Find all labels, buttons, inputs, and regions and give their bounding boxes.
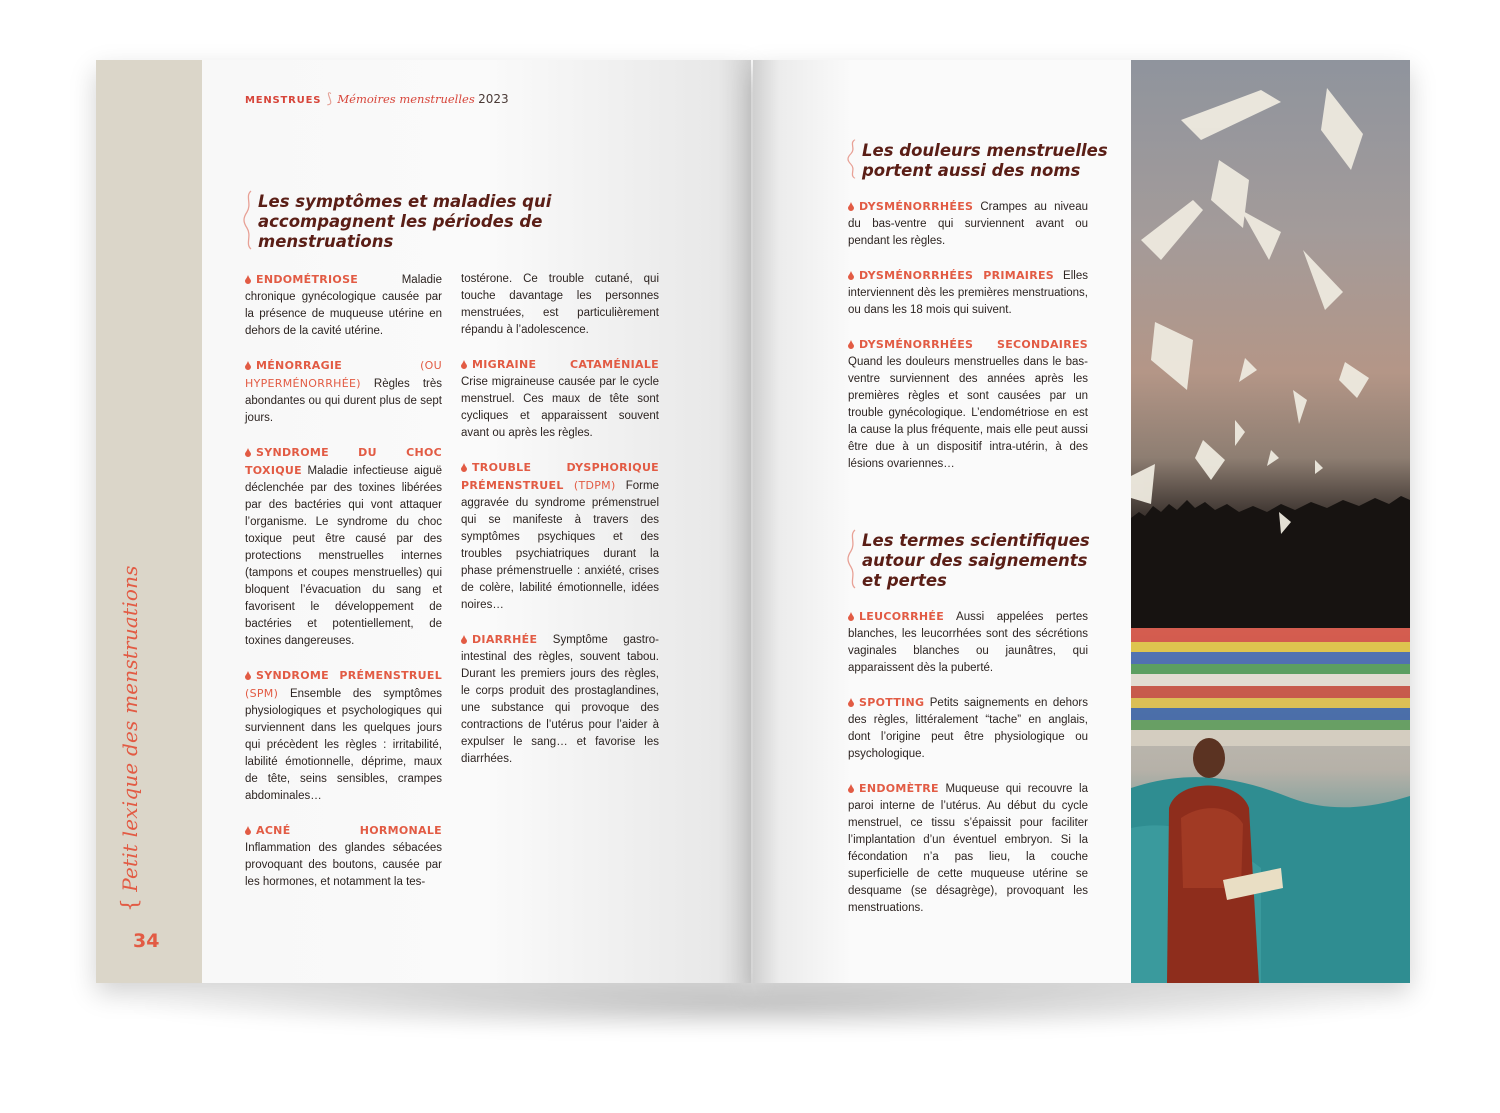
- brace-icon: [846, 529, 860, 589]
- glossary-entry: DIARRHÉE Symptôme gastro-intestinal des règles, souvent tabou. Durant les premiers jours des règles, le corps produit des prostaglandines, une substance qui provoque des contractions de l’utérus pour l’aider à expulser le sang… et favorise les diarrhées.: [461, 633, 659, 765]
- section-heading-pains: Les douleurs menstruelles portent aussi des noms: [862, 141, 1122, 181]
- page-number: 34: [133, 930, 160, 952]
- brace-icon: ⟆: [326, 90, 333, 106]
- glossary-entry: ACNÉ HORMONALE Inflammation des glandes sébacées provoquant des boutons, causée par les hormones, et notamment la tes-: [245, 824, 442, 888]
- glossary-section-pains: [848, 198, 1088, 490]
- brace-icon: [846, 139, 860, 179]
- prayer-flags-photo: [1131, 628, 1410, 983]
- side-color-band: [96, 60, 202, 983]
- glossary-entry: SYNDROME DU CHOC TOXIQUE Maladie infectieuse aiguë déclenchée par des toxines libérées par des bactéries qui vont attaquer l’organisme. Le syndrome du choc toxique peut être causé par des protections menstruelles internes (tampons et coupes menstruelles) qui bloquent l’évacuation du sang et favorisent le développement de bactéries et potentiellement, de toxines dangereuses.: [245, 446, 442, 647]
- glossary-entry: SYNDROME PRÉMENSTRUEL (SPM) Ensemble des symptômes physiologiques et psychologiques qui surviennent dans les quelques jours qui précèdent les règles : irritabilité, labilité émotionnelle, déprime, maux de tête, seins sensibles, crampes abdominales…: [245, 669, 442, 802]
- drop-icon: [245, 361, 251, 370]
- drop-icon: [245, 671, 251, 680]
- drop-icon: [848, 340, 854, 349]
- drop-icon: [245, 275, 251, 284]
- drop-icon: [461, 360, 467, 369]
- glossary-entry: SPOTTING Petits saignements en dehors des règles, littéralement “tache” en anglais, dont l’origine peut être physiologique ou psychologique.: [848, 696, 1088, 760]
- drop-icon: [461, 463, 467, 472]
- glossary-entry: ENDOMÈTRE Muqueuse qui recouvre la paroi interne de l’utérus. Au début du cycle menstruel, ce tissu s’épaissit pour faciliter l’implantation d’un éventuel embryon. Si la fécondation n’a pas lieu, la couche superficielle de cette muqueuse utérine se desquame (se désagrège), provoquant les menstruations.: [848, 782, 1088, 914]
- glossary-entry: MIGRAINE CATAMÉNIALE Crise migraineuse causée par le cycle menstruel. Ces maux de tête sont cycliques et apparaissent souvent avant ou après les règles.: [461, 358, 659, 439]
- drop-icon: [848, 612, 854, 621]
- drop-icon: [245, 448, 251, 457]
- section-heading-symptoms: Les symptômes et maladies qui accompagnent les périodes de menstruations: [258, 192, 558, 252]
- glossary-entry: ENDOMÉTRIOSE Maladie chronique gynécologique causée par la présence de muqueuse utérine en dehors de la cavité utérine.: [245, 273, 442, 337]
- glossary-entry-continued: tostérone. Ce trouble cutané, qui touche davantage les personnes menstruées, est particulièrement répandu à l’adolescence.: [461, 273, 659, 336]
- running-header: [245, 90, 509, 107]
- header-subtitle: Mémoires menstruelles: [337, 92, 475, 106]
- book-shadow: [110, 975, 1400, 1035]
- glossary-entry: LEUCORRHÉE Aussi appelées pertes blanches, les leucorrhées sont des sécrétions vaginales blanches ou jaunâtres, qui apparaissent dès la puberté.: [848, 610, 1088, 674]
- drop-icon: [848, 784, 854, 793]
- glossary-column-2: [461, 271, 659, 785]
- drop-icon: [461, 635, 467, 644]
- brace-icon: [242, 190, 256, 250]
- side-title: {Petit lexique des menstruations: [118, 565, 143, 912]
- header-year: 2023: [478, 92, 509, 106]
- glossary-entry: TROUBLE DYSPHORIQUE PRÉMENSTRUEL (TDPM) Forme aggravée du syndrome prémenstruel qui se manifeste à travers des symptômes psychiques et des troubles psychiatriques durant la phase prémenstruelle : anxiété, crises de colère, labilité émotionnelle, idées noires…: [461, 461, 659, 611]
- glossary-column-1: [245, 271, 442, 908]
- drop-icon: [245, 826, 251, 835]
- glossary-entry: MÉNORRAGIE (OU HYPERMÉNORRHÉE) Règles très abondantes ou qui durent plus de sept jours.: [245, 359, 442, 424]
- section-heading-scientific-terms: Les termes scientifiques autour des saignements et pertes: [862, 531, 1122, 591]
- brace-icon: {: [118, 897, 143, 912]
- glossary-entry: DYSMÉNORRHÉES SECONDAIRES Quand les douleurs menstruelles dans le bas-ventre surviennent des années après les premières règles et sont causées par un trouble gynécologique. L’endométriose en est la cause la plus fréquente, mais elle peut aussi être due à un dispositif intra-utérin, à des lésions ovariennes…: [848, 338, 1088, 470]
- drop-icon: [848, 202, 854, 211]
- drop-icon: [848, 698, 854, 707]
- drop-icon: [848, 271, 854, 280]
- glossary-entry: DYSMÉNORRHÉES PRIMAIRES Elles interviennent dès les premières menstruations, ou dans les 18 mois qui suivent.: [848, 269, 1088, 316]
- monk-reading-image: [1131, 628, 1410, 983]
- header-section: MENSTRUES: [245, 95, 322, 106]
- glossary-entry: DYSMÉNORRHÉES Crampes au niveau du bas-ventre qui surviennent avant ou pendant les règles.: [848, 200, 1088, 247]
- glossary-section-scientific-terms: [848, 608, 1088, 934]
- collage-photo: [1131, 60, 1410, 983]
- paper-leaves-image: [1131, 60, 1410, 628]
- sky-photo: [1131, 60, 1410, 628]
